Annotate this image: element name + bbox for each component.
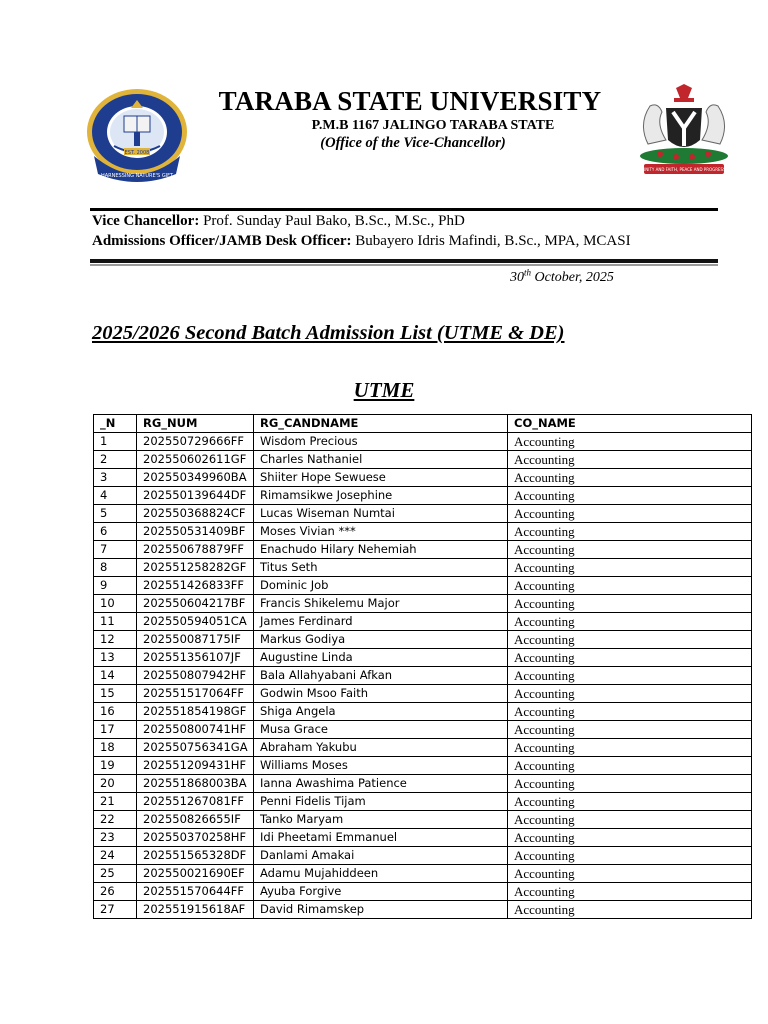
cell-rg-num: 202550594051CA: [137, 613, 254, 631]
cell-co-name: Accounting: [508, 847, 752, 865]
table-row: [94, 649, 752, 667]
vc-value: Prof. Sunday Paul Bako, B.Sc., M.Sc., PhD: [203, 213, 465, 229]
header-divider-bottom: [90, 259, 718, 263]
table-row: [94, 811, 752, 829]
cell-candname: Titus Seth: [254, 559, 508, 577]
table-row: [94, 505, 752, 523]
table-row: [94, 541, 752, 559]
cell-co-name: Accounting: [508, 649, 752, 667]
cell-n: 3: [94, 469, 137, 487]
cell-candname: Adamu Mujahiddeen: [254, 865, 508, 883]
header-rg-num: RG_NUM: [137, 415, 254, 433]
cell-n: 23: [94, 829, 137, 847]
cell-n: 10: [94, 595, 137, 613]
cell-n: 7: [94, 541, 137, 559]
table-row: [94, 433, 752, 451]
cell-co-name: Accounting: [508, 865, 752, 883]
table-row: [94, 595, 752, 613]
cell-n: 12: [94, 631, 137, 649]
cell-n: 18: [94, 739, 137, 757]
cell-rg-num: 202551517064FF: [137, 685, 254, 703]
ao-label: Admissions Officer/JAMB Desk Officer:: [92, 233, 352, 249]
table-row: [94, 829, 752, 847]
cell-rg-num: 202550139644DF: [137, 487, 254, 505]
table-row: [94, 613, 752, 631]
header-divider-shadow: [90, 264, 718, 266]
table-row: [94, 577, 752, 595]
cell-co-name: Accounting: [508, 703, 752, 721]
cell-co-name: Accounting: [508, 613, 752, 631]
cell-co-name: Accounting: [508, 775, 752, 793]
cell-co-name: Accounting: [508, 433, 752, 451]
cell-rg-num: 202550756341GA: [137, 739, 254, 757]
cell-candname: Rimamsikwe Josephine: [254, 487, 508, 505]
date-day: 30: [510, 270, 524, 285]
cell-rg-num: 202550807942HF: [137, 667, 254, 685]
cell-rg-num: 202550602611GF: [137, 451, 254, 469]
cell-candname: Williams Moses: [254, 757, 508, 775]
cell-rg-num: 202551915618AF: [137, 901, 254, 919]
cell-n: 19: [94, 757, 137, 775]
cell-candname: David Rimamskep: [254, 901, 508, 919]
cell-n: 9: [94, 577, 137, 595]
cell-co-name: Accounting: [508, 757, 752, 775]
table-row: [94, 685, 752, 703]
cell-co-name: Accounting: [508, 667, 752, 685]
cell-candname: Godwin Msoo Faith: [254, 685, 508, 703]
cell-candname: Idi Pheetami Emmanuel: [254, 829, 508, 847]
cell-co-name: Accounting: [508, 451, 752, 469]
admission-list-title: 2025/2026 Second Batch Admission List (UTME & DE): [92, 322, 565, 344]
cell-n: 14: [94, 667, 137, 685]
cell-co-name: Accounting: [508, 901, 752, 919]
table-row: [94, 739, 752, 757]
cell-co-name: Accounting: [508, 469, 752, 487]
table-row: [94, 523, 752, 541]
table-row: [94, 847, 752, 865]
cell-n: 26: [94, 883, 137, 901]
header-co-name: CO_NAME: [508, 415, 752, 433]
cell-n: 20: [94, 775, 137, 793]
university-crest-logo: [84, 86, 190, 186]
table-row: [94, 865, 752, 883]
table-body: [94, 433, 752, 919]
date-suffix: th: [524, 267, 532, 278]
cell-candname: Augustine Linda: [254, 649, 508, 667]
cell-co-name: Accounting: [508, 721, 752, 739]
cell-rg-num: 202550021690EF: [137, 865, 254, 883]
header-divider-top: [90, 208, 718, 211]
cell-candname: Ianna Awashima Patience: [254, 775, 508, 793]
cell-rg-num: 202551209431HF: [137, 757, 254, 775]
table-row: [94, 559, 752, 577]
cell-rg-num: 202551868003BA: [137, 775, 254, 793]
cell-co-name: Accounting: [508, 811, 752, 829]
university-address: P.M.B 1167 JALINGO TARABA STATE: [311, 118, 555, 133]
table-row: [94, 775, 752, 793]
cell-co-name: Accounting: [508, 595, 752, 613]
cell-rg-num: 202551258282GF: [137, 559, 254, 577]
header-rg-candname: RG_CANDNAME: [254, 415, 508, 433]
cell-candname: Shiga Angela: [254, 703, 508, 721]
cell-co-name: Accounting: [508, 541, 752, 559]
cell-candname: Shiiter Hope Sewuese: [254, 469, 508, 487]
cell-candname: Abraham Yakubu: [254, 739, 508, 757]
university-name: TARABA STATE UNIVERSITY: [218, 86, 602, 116]
cell-n: 16: [94, 703, 137, 721]
cell-n: 24: [94, 847, 137, 865]
cell-candname: Musa Grace: [254, 721, 508, 739]
table-row: [94, 901, 752, 919]
cell-co-name: Accounting: [508, 577, 752, 595]
date-rest: October, 2025: [531, 270, 614, 285]
cell-co-name: Accounting: [508, 559, 752, 577]
cell-co-name: Accounting: [508, 793, 752, 811]
table-row: [94, 631, 752, 649]
letter-date: [510, 267, 614, 286]
cell-rg-num: 202550826655IF: [137, 811, 254, 829]
vc-label: Vice Chancellor:: [92, 213, 200, 229]
cell-rg-num: 202550800741HF: [137, 721, 254, 739]
cell-candname: Danlami Amakai: [254, 847, 508, 865]
cell-rg-num: 202551356107JF: [137, 649, 254, 667]
cell-co-name: Accounting: [508, 523, 752, 541]
admissions-officer-line: [92, 233, 631, 250]
cell-co-name: Accounting: [508, 631, 752, 649]
table-row: [94, 757, 752, 775]
crest-motto-text: HARNESSING NATURE'S GIFT: [100, 173, 174, 179]
cell-rg-num: 202550370258HF: [137, 829, 254, 847]
cell-candname: Francis Shikelemu Major: [254, 595, 508, 613]
cell-n: 17: [94, 721, 137, 739]
arms-motto-text: UNITY AND FAITH, PEACE AND PROGRESS: [642, 167, 726, 172]
utme-section-title: UTME: [353, 378, 415, 402]
cell-n: 8: [94, 559, 137, 577]
cell-n: 6: [94, 523, 137, 541]
cell-candname: James Ferdinard: [254, 613, 508, 631]
cell-rg-num: 202550087175IF: [137, 631, 254, 649]
cell-candname: Tanko Maryam: [254, 811, 508, 829]
cell-candname: Enachudo Hilary Nehemiah: [254, 541, 508, 559]
table-row: [94, 469, 752, 487]
cell-co-name: Accounting: [508, 505, 752, 523]
cell-n: 5: [94, 505, 137, 523]
cell-co-name: Accounting: [508, 829, 752, 847]
table-row: [94, 487, 752, 505]
vice-chancellor-line: [92, 213, 465, 230]
cell-rg-num: 202550531409BF: [137, 523, 254, 541]
cell-n: 13: [94, 649, 137, 667]
table-row: [94, 451, 752, 469]
cell-candname: Moses Vivian ***: [254, 523, 508, 541]
cell-rg-num: 202550604217BF: [137, 595, 254, 613]
ao-value: Bubayero Idris Mafindi, B.Sc., MPA, MCASI: [355, 233, 631, 249]
cell-rg-num: 202551267081FF: [137, 793, 254, 811]
cell-n: 15: [94, 685, 137, 703]
admission-table: [93, 414, 752, 919]
cell-n: 21: [94, 793, 137, 811]
cell-n: 22: [94, 811, 137, 829]
cell-co-name: Accounting: [508, 739, 752, 757]
cell-rg-num: 202550678879FF: [137, 541, 254, 559]
table-row: [94, 793, 752, 811]
cell-n: 4: [94, 487, 137, 505]
cell-candname: Charles Nathaniel: [254, 451, 508, 469]
office-title: (Office of the Vice-Chancellor): [320, 135, 506, 151]
cell-rg-num: 202551854198GF: [137, 703, 254, 721]
table-row: [94, 667, 752, 685]
cell-rg-num: 202551565328DF: [137, 847, 254, 865]
cell-n: 11: [94, 613, 137, 631]
cell-candname: Wisdom Precious: [254, 433, 508, 451]
cell-rg-num: 202550729666FF: [137, 433, 254, 451]
cell-rg-num: 202551426833FF: [137, 577, 254, 595]
cell-n: 27: [94, 901, 137, 919]
cell-co-name: Accounting: [508, 685, 752, 703]
cell-candname: Dominic Job: [254, 577, 508, 595]
header-n: _N: [94, 415, 137, 433]
table-header-row: [94, 415, 752, 433]
crest-est-text: EST. 2008: [124, 150, 150, 156]
cell-co-name: Accounting: [508, 487, 752, 505]
cell-candname: Ayuba Forgive: [254, 883, 508, 901]
cell-rg-num: 202551570644FF: [137, 883, 254, 901]
cell-rg-num: 202550349960BA: [137, 469, 254, 487]
cell-candname: Markus Godiya: [254, 631, 508, 649]
cell-co-name: Accounting: [508, 883, 752, 901]
cell-candname: Bala Allahyabani Afkan: [254, 667, 508, 685]
cell-n: 25: [94, 865, 137, 883]
table-row: [94, 703, 752, 721]
cell-rg-num: 202550368824CF: [137, 505, 254, 523]
cell-candname: Penni Fidelis Tijam: [254, 793, 508, 811]
cell-n: 2: [94, 451, 137, 469]
cell-candname: Lucas Wiseman Numtai: [254, 505, 508, 523]
table-row: [94, 883, 752, 901]
table-row: [94, 721, 752, 739]
cell-n: 1: [94, 433, 137, 451]
